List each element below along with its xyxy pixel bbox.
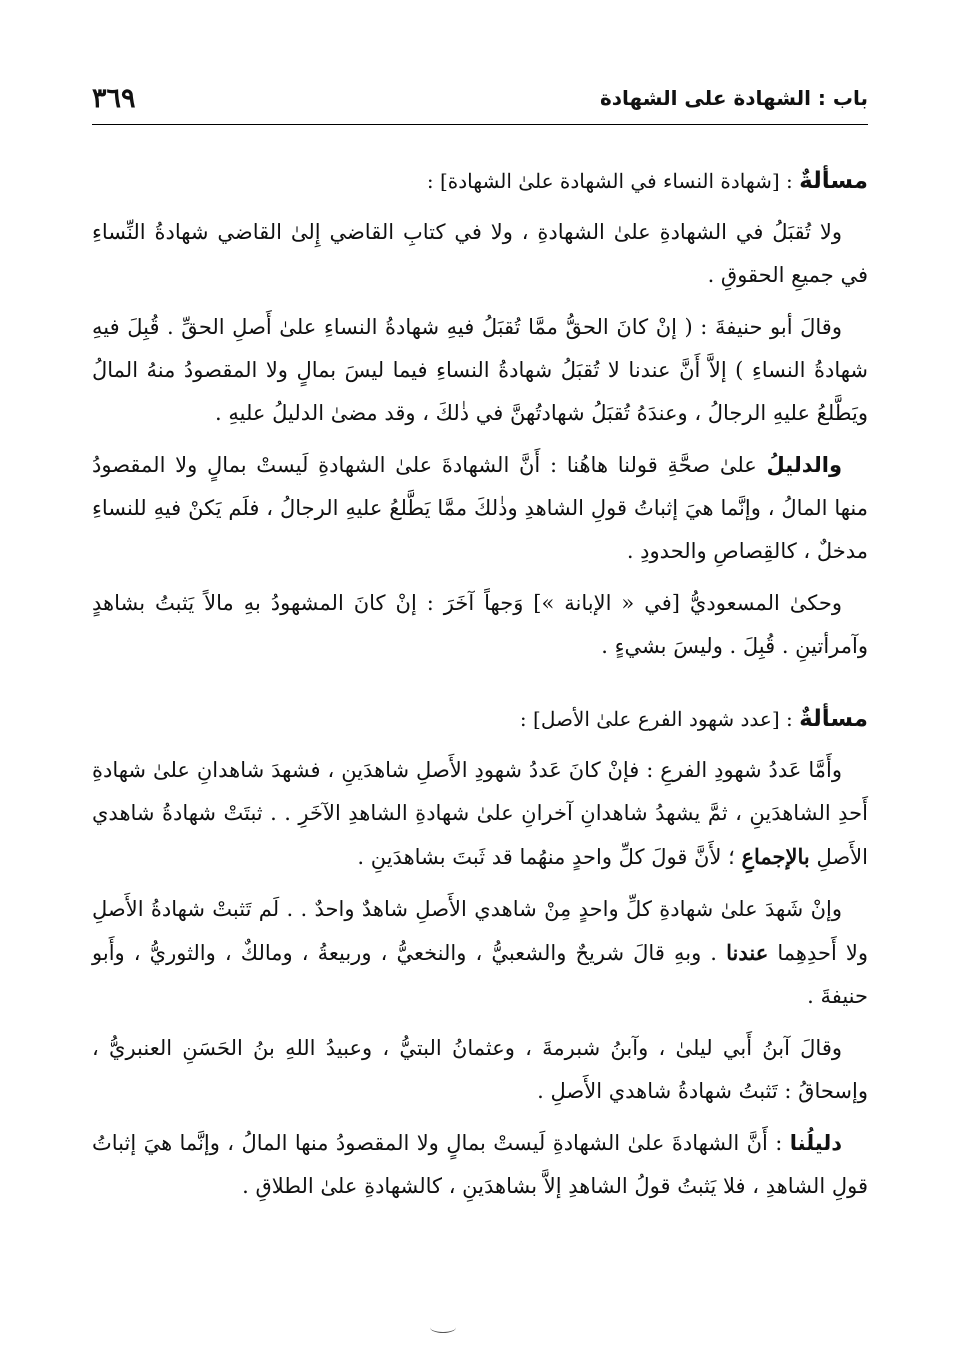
masala-label: مسألةٌ [799,168,868,194]
paragraph-text: : أَنَّ الشهادةَ علىٰ الشهادةِ لَيستْ بمالٍ ولا المقصودُ منها المالُ ، وإنَّما هيَ إثباتُ قولِ الشاهدِ ، فلا يَثبتُ قولُ الشاهدِ إلاَّ بشاهدَينِ ، كالشهادةِ علىٰ الطلاقِ . [92,1131,868,1198]
emphasis-text: عندنا [726,940,769,965]
paragraph: وقالَ آبنُ أَبي ليلىٰ ، وآبنُ شبرمةَ ، وعثمانُ البتيُّ ، وعبيدُ اللهِ بنُ الحَسَنِ العنبريُّ ، وإسحاقُ : تَثبتُ شهادةُ شاهدي الأَصلِ . [92,1036,868,1103]
paragraph [92,888,868,1018]
section-title: : [شهادة النساء في الشهادة علىٰ الشهادة] : [426,169,800,193]
section-heading-2 [92,698,868,741]
paragraph [92,444,868,573]
paragraph-text: . وبهِ قالَ شريحٌ والشعبيُّ ، والنخعيُّ ، وربيعةُ ، ومالكٌ ، والثوريُّ ، وأَبو حنيفةَ . [92,941,868,1008]
paragraph-text: ؛ لأَنَّ قولَ كلِّ واحدٍ منهُما قد ثَبتَ بشاهدَينِ . [357,845,742,869]
section-title: : [عدد شهود الفرع علىٰ الأصل] : [519,707,800,731]
header-rule [92,124,868,125]
paragraph-text: علىٰ صحَّةِ قولنا هاهُنا : أَنَّ الشهادةَ علىٰ الشهادةِ لَيستْ بمالٍ ولا المقصودُ منها المالُ ، وإنَّما هيَ إثباتُ قولِ الشاهدِ وذٰلكَ ممَّا يَطَّلعُ عليهِ الرجالُ ، فلَم يَكنْ فيهِ للنساءِ مدخلٌ ، كالقِصاصِ والحدودِ . [92,453,868,563]
paragraph-text: وأَمَّا عَددُ شهودِ الفرعِ : فإنْ كانَ عَددُ شهودِ الأَصلِ شاهدَينِ ، فشهدَ شاهدانِ علىٰ شهادةِ أَحدِ الشاهدَينِ ، ثمَّ يشهدُ شاهدانِ آخرانِ علىٰ شهادةِ الشاهدِ الآخَرِ . . ثبتَتْ شهادةُ شاهدي الأَصلِ [92,758,868,869]
paragraph-text: وإنْ شَهدَ علىٰ شهادةِ كلِّ واحدٍ مِنْ شاهدي الأَصلِ شاهدٌ واحدٌ . . لَم تَثبتْ شهادةُ الأَصلِ ولا أَحدِهِما [92,897,869,965]
page-body [92,160,868,1217]
paragraph: وقالَ أبو حنيفةَ : ( إنْ كانَ الحقُّ ممَّا تُقبَلُ فيهِ شهادةُ النساءِ علىٰ أَصلِ الحقِّ . قُبِلَ فيهِ شهادةُ النساءِ ) إلاَّ أَنَّ عندنا لا تُقبَلُ شهادةُ النساءِ فيما ليسَ بمالٍ ولا المقصودُ منهُ المالُ ويَطَّلعُ عليهِ الرجالُ ، وعندَهُ تُقبَلُ شهادتُهنَّ في ذٰلكَ ، وقد مضىٰ الدليلُ عليهِ . [92,315,868,425]
paragraph-lead: والدليلُ [766,453,842,477]
running-head: باب : الشهادة على الشهادة [599,86,868,110]
section-heading-1 [92,160,868,203]
paragraph [92,1122,868,1208]
paragraph-lead: دليلُنا [789,1131,842,1155]
page-number: ٣٦٩ [92,82,136,114]
page-mark [430,1322,456,1333]
paragraph [92,749,868,879]
emphasis-text: بالإجماعِ [741,844,810,869]
paragraph: ولا تُقبَلُ في الشهادةِ علىٰ الشهادةِ ، ولا في كتابِ القاضي إِلىٰ القاضي شهادةُ النِّساءِ في جميعِ الحقوقِ . [92,220,868,287]
paragraph: وحكىٰ المسعوديُّ [في « الإبانة »] وَجهاً آخَرَ : إنْ كانَ المشهودُ بهِ مالاً يَثبتُ بشاهدٍ وآمرأتينِ . قُبِلَ . وليسَ بشيءٍ . [92,591,868,658]
page-header [92,78,868,118]
masala-label: مسألةٌ [799,706,868,732]
